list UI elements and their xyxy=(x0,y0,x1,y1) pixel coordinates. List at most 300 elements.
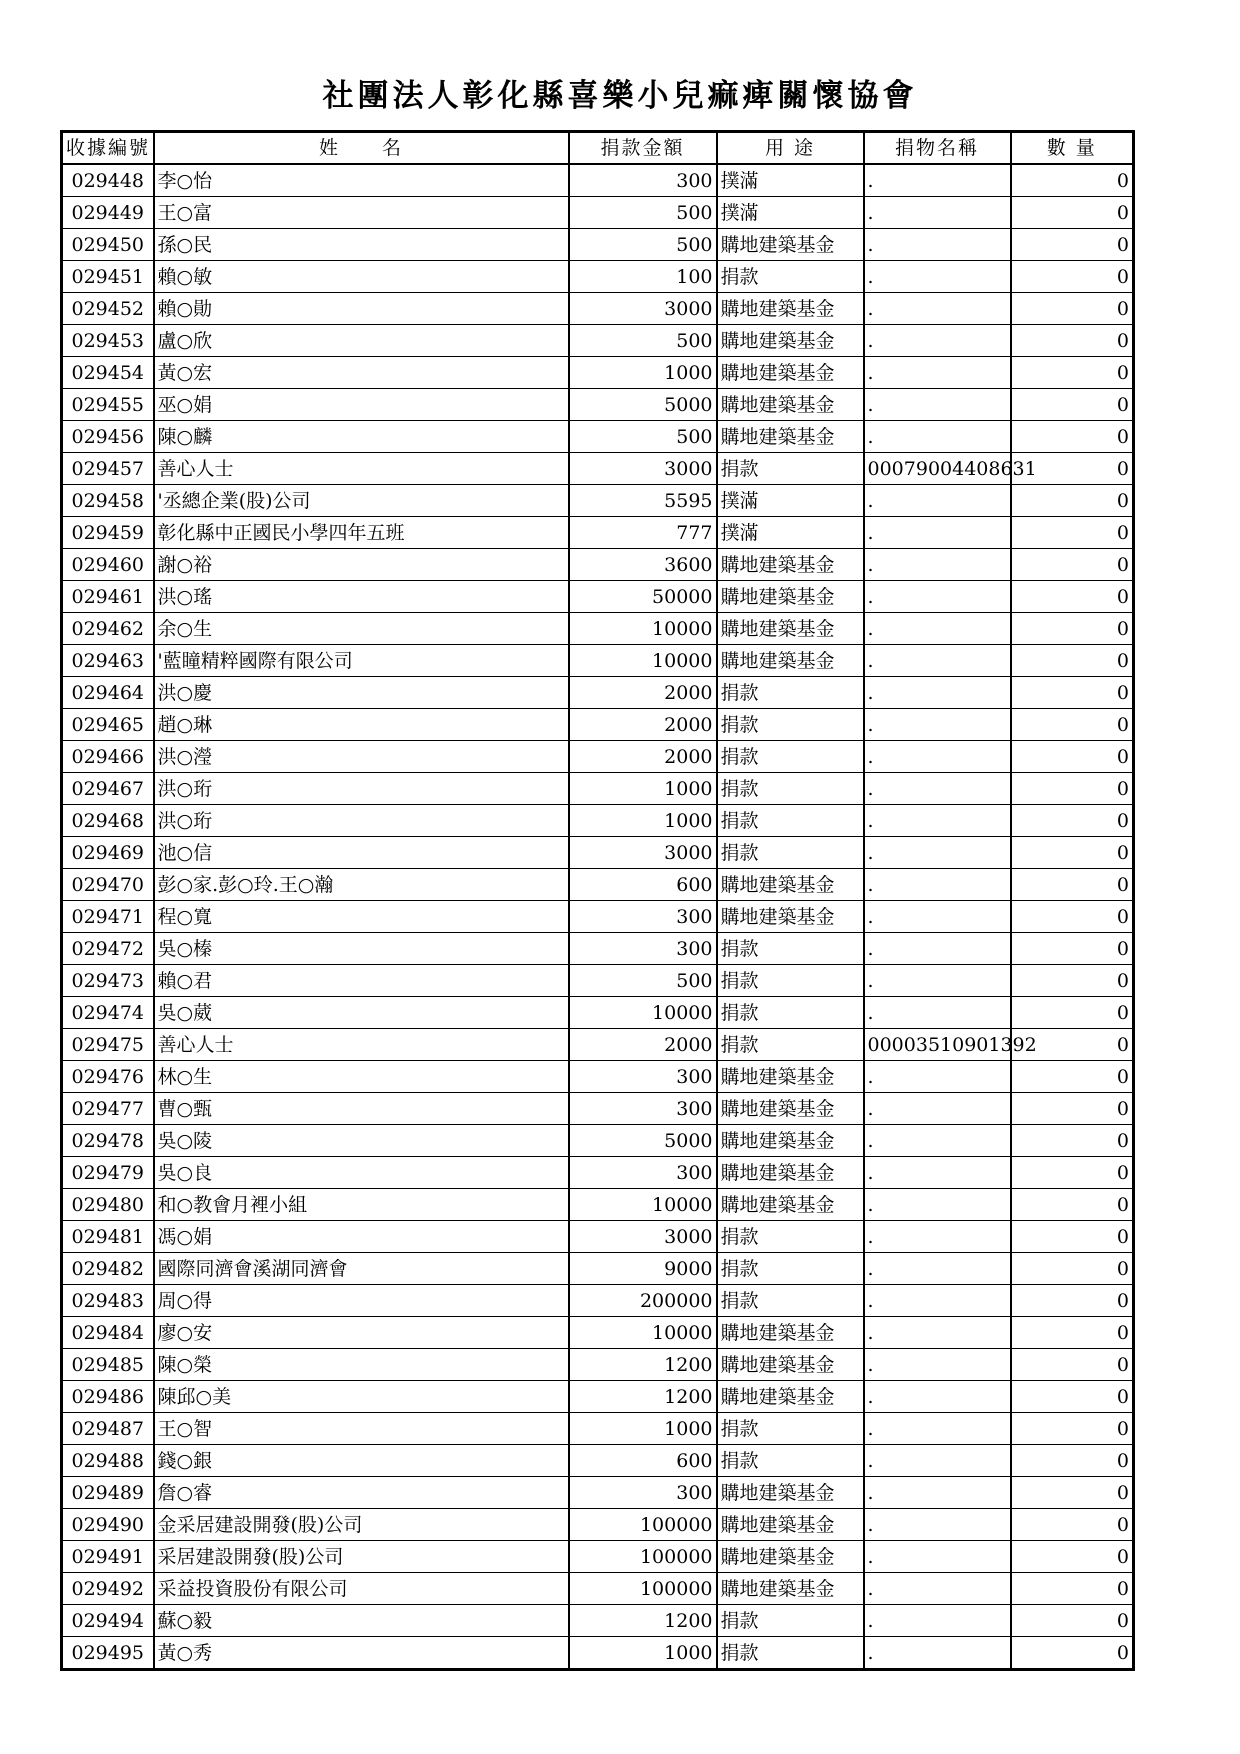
quantity-cell: 0 xyxy=(1011,1509,1134,1541)
receipt-no-cell: 029454 xyxy=(62,357,154,389)
quantity-cell: 0 xyxy=(1011,773,1134,805)
donor-name-cell: 彭○家.彭○玲.王○瀚 xyxy=(154,869,569,901)
purpose-cell: 撲滿 xyxy=(717,485,864,517)
table-row xyxy=(62,1253,1134,1285)
donor-name-cell: 黃○宏 xyxy=(154,357,569,389)
receipt-no-cell: 029470 xyxy=(62,869,154,901)
amount-cell: 200000 xyxy=(569,1285,717,1317)
purpose-cell: 購地建築基金 xyxy=(717,293,864,325)
quantity-cell: 0 xyxy=(1011,325,1134,357)
receipt-no-cell: 029485 xyxy=(62,1349,154,1381)
quantity-cell: 0 xyxy=(1011,1189,1134,1221)
purpose-cell: 購地建築基金 xyxy=(717,613,864,645)
donor-name-cell: 王○富 xyxy=(154,197,569,229)
table-row xyxy=(62,1509,1134,1541)
purpose-cell: 購地建築基金 xyxy=(717,1541,864,1573)
amount-cell: 500 xyxy=(569,421,717,453)
donor-name-cell: 賴○勛 xyxy=(154,293,569,325)
donor-name-cell: 洪○瀅 xyxy=(154,741,569,773)
purpose-cell: 捐款 xyxy=(717,773,864,805)
item-name-cell: . xyxy=(864,1381,1011,1413)
quantity-cell: 0 xyxy=(1011,517,1134,549)
quantity-cell: 0 xyxy=(1011,901,1134,933)
item-name-cell: . xyxy=(864,517,1011,549)
receipt-no-cell: 029481 xyxy=(62,1221,154,1253)
purpose-cell: 捐款 xyxy=(717,1285,864,1317)
purpose-cell: 購地建築基金 xyxy=(717,421,864,453)
receipt-no-cell: 029465 xyxy=(62,709,154,741)
amount-cell: 300 xyxy=(569,1477,717,1509)
quantity-cell: 0 xyxy=(1011,1573,1134,1605)
receipt-no-cell: 029461 xyxy=(62,581,154,613)
quantity-cell: 0 xyxy=(1011,293,1134,325)
table-row xyxy=(62,293,1134,325)
donor-name-cell: 洪○瑤 xyxy=(154,581,569,613)
quantity-cell: 0 xyxy=(1011,1029,1134,1061)
item-name-cell: . xyxy=(864,1445,1011,1477)
amount-cell: 10000 xyxy=(569,613,717,645)
receipt-no-cell: 029490 xyxy=(62,1509,154,1541)
purpose-cell: 購地建築基金 xyxy=(717,1573,864,1605)
amount-cell: 2000 xyxy=(569,1029,717,1061)
donor-name-cell: 采居建設開發(股)公司 xyxy=(154,1541,569,1573)
item-name-cell: . xyxy=(864,1285,1011,1317)
item-name-cell: . xyxy=(864,1573,1011,1605)
purpose-cell: 購地建築基金 xyxy=(717,581,864,613)
amount-cell: 50000 xyxy=(569,581,717,613)
donor-name-cell: 陳○麟 xyxy=(154,421,569,453)
table-row xyxy=(62,933,1134,965)
table-row xyxy=(62,1125,1134,1157)
item-name-cell: . xyxy=(864,1157,1011,1189)
table-row xyxy=(62,965,1134,997)
receipt-no-cell: 029468 xyxy=(62,805,154,837)
purpose-cell: 捐款 xyxy=(717,1029,864,1061)
quantity-cell: 0 xyxy=(1011,837,1134,869)
amount-cell: 3000 xyxy=(569,453,717,485)
purpose-cell: 捐款 xyxy=(717,1445,864,1477)
receipt-no-cell: 029486 xyxy=(62,1381,154,1413)
receipt-no-cell: 029492 xyxy=(62,1573,154,1605)
quantity-cell: 0 xyxy=(1011,581,1134,613)
item-name-cell: . xyxy=(864,1605,1011,1637)
table-row xyxy=(62,1349,1134,1381)
donor-name-cell: 賴○敏 xyxy=(154,261,569,293)
donor-name-cell: 賴○君 xyxy=(154,965,569,997)
table-row xyxy=(62,645,1134,677)
item-name-cell: . xyxy=(864,325,1011,357)
purpose-cell: 捐款 xyxy=(717,677,864,709)
donor-name-cell: 池○信 xyxy=(154,837,569,869)
receipt-no-cell: 029448 xyxy=(62,164,154,197)
amount-cell: 2000 xyxy=(569,709,717,741)
table-row xyxy=(62,453,1134,485)
item-name-cell: . xyxy=(864,1093,1011,1125)
amount-cell: 5595 xyxy=(569,485,717,517)
item-name-cell: . xyxy=(864,1349,1011,1381)
amount-cell: 100000 xyxy=(569,1541,717,1573)
table-row xyxy=(62,613,1134,645)
purpose-cell: 捐款 xyxy=(717,805,864,837)
amount-cell: 300 xyxy=(569,933,717,965)
quantity-cell: 0 xyxy=(1011,1605,1134,1637)
quantity-cell: 0 xyxy=(1011,1157,1134,1189)
donor-name-cell: 余○生 xyxy=(154,613,569,645)
donor-name-cell: 金采居建設開發(股)公司 xyxy=(154,1509,569,1541)
donor-name-cell: 吳○葳 xyxy=(154,997,569,1029)
receipt-no-cell: 029476 xyxy=(62,1061,154,1093)
receipt-no-cell: 029474 xyxy=(62,997,154,1029)
table-row xyxy=(62,261,1134,293)
amount-cell: 1000 xyxy=(569,773,717,805)
quantity-cell: 0 xyxy=(1011,1477,1134,1509)
purpose-cell: 購地建築基金 xyxy=(717,1317,864,1349)
table-row xyxy=(62,1221,1134,1253)
page-title: 社團法人彰化縣喜樂小兒痲痺關懷協會 xyxy=(322,78,918,114)
item-name-cell: . xyxy=(864,389,1011,421)
purpose-cell: 購地建築基金 xyxy=(717,1381,864,1413)
item-name-cell: . xyxy=(864,1061,1011,1093)
amount-cell: 300 xyxy=(569,1093,717,1125)
item-name-cell: . xyxy=(864,613,1011,645)
item-name-cell: . xyxy=(864,1637,1011,1670)
quantity-cell: 0 xyxy=(1011,1061,1134,1093)
donor-name-cell: 廖○安 xyxy=(154,1317,569,1349)
quantity-cell: 0 xyxy=(1011,197,1134,229)
quantity-cell: 0 xyxy=(1011,164,1134,197)
amount-cell: 2000 xyxy=(569,677,717,709)
amount-cell: 1000 xyxy=(569,1413,717,1445)
table-row xyxy=(62,485,1134,517)
receipt-no-cell: 029462 xyxy=(62,613,154,645)
donor-name-cell: 善心人士 xyxy=(154,453,569,485)
receipt-no-cell: 029483 xyxy=(62,1285,154,1317)
header-row xyxy=(62,132,1134,165)
receipt-no-cell: 029451 xyxy=(62,261,154,293)
receipt-no-cell: 029463 xyxy=(62,645,154,677)
purpose-cell: 撲滿 xyxy=(717,197,864,229)
purpose-cell: 購地建築基金 xyxy=(717,229,864,261)
table-row xyxy=(62,773,1134,805)
quantity-cell: 0 xyxy=(1011,1285,1134,1317)
item-name-cell: . xyxy=(864,933,1011,965)
table-row xyxy=(62,517,1134,549)
item-name-cell: . xyxy=(864,965,1011,997)
amount-cell: 10000 xyxy=(569,997,717,1029)
quantity-cell: 0 xyxy=(1011,933,1134,965)
table-row xyxy=(62,1413,1134,1445)
item-name-cell: . xyxy=(864,901,1011,933)
donor-name-cell: 陳邱○美 xyxy=(154,1381,569,1413)
quantity-cell: 0 xyxy=(1011,1221,1134,1253)
quantity-cell: 0 xyxy=(1011,805,1134,837)
receipt-no-cell: 029491 xyxy=(62,1541,154,1573)
purpose-cell: 購地建築基金 xyxy=(717,1157,864,1189)
donor-name-cell: 吳○榛 xyxy=(154,933,569,965)
quantity-cell: 0 xyxy=(1011,1253,1134,1285)
receipt-no-cell: 029469 xyxy=(62,837,154,869)
amount-cell: 300 xyxy=(569,1061,717,1093)
item-name-cell: . xyxy=(864,197,1011,229)
purpose-cell: 購地建築基金 xyxy=(717,1061,864,1093)
receipt-no-cell: 029450 xyxy=(62,229,154,261)
amount-cell: 300 xyxy=(569,164,717,197)
receipt-no-cell: 029460 xyxy=(62,549,154,581)
quantity-cell: 0 xyxy=(1011,1381,1134,1413)
purpose-cell: 捐款 xyxy=(717,837,864,869)
table-row xyxy=(62,1573,1134,1605)
purpose-cell: 撲滿 xyxy=(717,164,864,197)
quantity-cell: 0 xyxy=(1011,677,1134,709)
table-row xyxy=(62,549,1134,581)
item-name-cell: . xyxy=(864,869,1011,901)
purpose-cell: 購地建築基金 xyxy=(717,325,864,357)
amount-cell: 1000 xyxy=(569,1637,717,1670)
receipt-no-cell: 029453 xyxy=(62,325,154,357)
table-row xyxy=(62,709,1134,741)
purpose-cell: 捐款 xyxy=(717,1253,864,1285)
receipt-no-cell: 029478 xyxy=(62,1125,154,1157)
quantity-cell: 0 xyxy=(1011,997,1134,1029)
purpose-cell: 購地建築基金 xyxy=(717,357,864,389)
table-row xyxy=(62,1029,1134,1061)
item-name-cell: . xyxy=(864,229,1011,261)
purpose-cell: 捐款 xyxy=(717,453,864,485)
amount-cell: 600 xyxy=(569,869,717,901)
donor-name-cell: 林○生 xyxy=(154,1061,569,1093)
table-row xyxy=(62,805,1134,837)
item-name-cell: . xyxy=(864,581,1011,613)
purpose-cell: 捐款 xyxy=(717,965,864,997)
item-name-cell: . xyxy=(864,1221,1011,1253)
purpose-cell: 購地建築基金 xyxy=(717,1093,864,1125)
amount-cell: 1000 xyxy=(569,805,717,837)
item-name-cell: 00003510901392 xyxy=(864,1029,1011,1061)
donor-name-cell: 詹○睿 xyxy=(154,1477,569,1509)
donor-name-cell: 善心人士 xyxy=(154,1029,569,1061)
receipt-no-cell: 029495 xyxy=(62,1637,154,1670)
amount-cell: 1000 xyxy=(569,357,717,389)
table-row xyxy=(62,197,1134,229)
amount-cell: 3000 xyxy=(569,837,717,869)
quantity-cell: 0 xyxy=(1011,613,1134,645)
quantity-cell: 0 xyxy=(1011,485,1134,517)
table-row xyxy=(62,1285,1134,1317)
item-name-cell: . xyxy=(864,485,1011,517)
table-row xyxy=(62,581,1134,613)
purpose-cell: 捐款 xyxy=(717,1637,864,1670)
donor-name-cell: 洪○珩 xyxy=(154,773,569,805)
quantity-cell: 0 xyxy=(1011,1637,1134,1670)
receipt-no-cell: 029477 xyxy=(62,1093,154,1125)
purpose-cell: 捐款 xyxy=(717,1605,864,1637)
amount-cell: 1200 xyxy=(569,1381,717,1413)
table-row xyxy=(62,1157,1134,1189)
table-row xyxy=(62,677,1134,709)
item-name-cell: . xyxy=(864,677,1011,709)
table-row xyxy=(62,1637,1134,1670)
amount-cell: 10000 xyxy=(569,1189,717,1221)
quantity-cell: 0 xyxy=(1011,965,1134,997)
quantity-cell: 0 xyxy=(1011,1413,1134,1445)
purpose-cell: 捐款 xyxy=(717,709,864,741)
quantity-cell: 0 xyxy=(1011,869,1134,901)
purpose-cell: 購地建築基金 xyxy=(717,1125,864,1157)
item-name-cell: . xyxy=(864,549,1011,581)
column-header-quantity: 數 量 xyxy=(1011,132,1134,165)
donor-name-cell: 趙○琳 xyxy=(154,709,569,741)
amount-cell: 5000 xyxy=(569,1125,717,1157)
receipt-no-cell: 029475 xyxy=(62,1029,154,1061)
table-row xyxy=(62,1445,1134,1477)
table-row xyxy=(62,1317,1134,1349)
purpose-cell: 購地建築基金 xyxy=(717,901,864,933)
table-body xyxy=(62,164,1134,1670)
quantity-cell: 0 xyxy=(1011,229,1134,261)
purpose-cell: 購地建築基金 xyxy=(717,869,864,901)
item-name-cell: . xyxy=(864,1253,1011,1285)
donor-name-cell: 黃○秀 xyxy=(154,1637,569,1670)
receipt-no-cell: 029489 xyxy=(62,1477,154,1509)
item-name-cell: . xyxy=(864,261,1011,293)
item-name-cell: . xyxy=(864,357,1011,389)
donor-name-cell: 馮○娟 xyxy=(154,1221,569,1253)
quantity-cell: 0 xyxy=(1011,1445,1134,1477)
item-name-cell: . xyxy=(864,837,1011,869)
item-name-cell: . xyxy=(864,164,1011,197)
quantity-cell: 0 xyxy=(1011,645,1134,677)
receipt-no-cell: 029494 xyxy=(62,1605,154,1637)
donor-name-cell: 謝○裕 xyxy=(154,549,569,581)
receipt-no-cell: 029449 xyxy=(62,197,154,229)
donor-name-cell: 孫○民 xyxy=(154,229,569,261)
table-row xyxy=(62,1605,1134,1637)
donor-name-cell: 陳○榮 xyxy=(154,1349,569,1381)
donor-name-cell: 王○智 xyxy=(154,1413,569,1445)
amount-cell: 10000 xyxy=(569,1317,717,1349)
donor-name-cell: 曹○甄 xyxy=(154,1093,569,1125)
amount-cell: 100000 xyxy=(569,1509,717,1541)
amount-cell: 1200 xyxy=(569,1605,717,1637)
amount-cell: 300 xyxy=(569,901,717,933)
table-row xyxy=(62,1541,1134,1573)
item-name-cell: . xyxy=(864,1477,1011,1509)
quantity-cell: 0 xyxy=(1011,1349,1134,1381)
amount-cell: 500 xyxy=(569,325,717,357)
quantity-cell: 0 xyxy=(1011,1317,1134,1349)
donor-name-cell: '丞總企業(股)公司 xyxy=(154,485,569,517)
receipt-no-cell: 029466 xyxy=(62,741,154,773)
table-row xyxy=(62,741,1134,773)
purpose-cell: 購地建築基金 xyxy=(717,1509,864,1541)
donor-name-cell: 程○寬 xyxy=(154,901,569,933)
table-row xyxy=(62,421,1134,453)
receipt-no-cell: 029459 xyxy=(62,517,154,549)
receipt-no-cell: 029452 xyxy=(62,293,154,325)
quantity-cell: 0 xyxy=(1011,1541,1134,1573)
purpose-cell: 捐款 xyxy=(717,1413,864,1445)
table-row xyxy=(62,1061,1134,1093)
receipt-no-cell: 029479 xyxy=(62,1157,154,1189)
receipt-no-cell: 029487 xyxy=(62,1413,154,1445)
amount-cell: 10000 xyxy=(569,645,717,677)
item-name-cell: . xyxy=(864,1413,1011,1445)
amount-cell: 500 xyxy=(569,197,717,229)
donor-name-cell: 巫○娟 xyxy=(154,389,569,421)
purpose-cell: 購地建築基金 xyxy=(717,1349,864,1381)
table-row xyxy=(62,1189,1134,1221)
purpose-cell: 捐款 xyxy=(717,997,864,1029)
quantity-cell: 0 xyxy=(1011,549,1134,581)
donor-name-cell: 國際同濟會溪湖同濟會 xyxy=(154,1253,569,1285)
quantity-cell: 0 xyxy=(1011,453,1134,485)
item-name-cell: . xyxy=(864,421,1011,453)
column-header-purpose: 用 途 xyxy=(717,132,864,165)
donor-name-cell: 和○教會月裡小組 xyxy=(154,1189,569,1221)
receipt-no-cell: 029455 xyxy=(62,389,154,421)
column-header-receipt-no: 收據編號 xyxy=(62,132,154,165)
table-row xyxy=(62,389,1134,421)
item-name-cell: . xyxy=(864,645,1011,677)
receipt-no-cell: 029484 xyxy=(62,1317,154,1349)
item-name-cell: . xyxy=(864,1125,1011,1157)
receipt-no-cell: 029472 xyxy=(62,933,154,965)
item-name-cell: . xyxy=(864,1541,1011,1573)
purpose-cell: 捐款 xyxy=(717,1221,864,1253)
receipt-no-cell: 029464 xyxy=(62,677,154,709)
donor-name-cell: '藍瞳精粹國際有限公司 xyxy=(154,645,569,677)
donor-name-cell: 洪○慶 xyxy=(154,677,569,709)
table-row xyxy=(62,869,1134,901)
amount-cell: 600 xyxy=(569,1445,717,1477)
quantity-cell: 0 xyxy=(1011,1125,1134,1157)
amount-cell: 100000 xyxy=(569,1573,717,1605)
amount-cell: 500 xyxy=(569,965,717,997)
receipt-no-cell: 029488 xyxy=(62,1445,154,1477)
item-name-cell: . xyxy=(864,805,1011,837)
donor-name-cell: 吳○陵 xyxy=(154,1125,569,1157)
receipt-no-cell: 029480 xyxy=(62,1189,154,1221)
amount-cell: 9000 xyxy=(569,1253,717,1285)
donor-name-cell: 錢○銀 xyxy=(154,1445,569,1477)
table-row xyxy=(62,1381,1134,1413)
quantity-cell: 0 xyxy=(1011,709,1134,741)
receipt-no-cell: 029482 xyxy=(62,1253,154,1285)
purpose-cell: 捐款 xyxy=(717,261,864,293)
item-name-cell: 00079004408631 xyxy=(864,453,1011,485)
quantity-cell: 0 xyxy=(1011,357,1134,389)
donor-name-cell: 蘇○毅 xyxy=(154,1605,569,1637)
donor-name-cell: 李○怡 xyxy=(154,164,569,197)
table-row xyxy=(62,325,1134,357)
item-name-cell: . xyxy=(864,1509,1011,1541)
item-name-cell: . xyxy=(864,997,1011,1029)
receipt-no-cell: 029456 xyxy=(62,421,154,453)
item-name-cell: . xyxy=(864,709,1011,741)
receipt-no-cell: 029473 xyxy=(62,965,154,997)
purpose-cell: 捐款 xyxy=(717,933,864,965)
purpose-cell: 購地建築基金 xyxy=(717,1477,864,1509)
amount-cell: 3600 xyxy=(569,549,717,581)
table-row xyxy=(62,1093,1134,1125)
quantity-cell: 0 xyxy=(1011,261,1134,293)
amount-cell: 777 xyxy=(569,517,717,549)
item-name-cell: . xyxy=(864,1317,1011,1349)
donor-name-cell: 周○得 xyxy=(154,1285,569,1317)
column-header-amount: 捐款金額 xyxy=(569,132,717,165)
table-row xyxy=(62,229,1134,261)
table-row xyxy=(62,837,1134,869)
